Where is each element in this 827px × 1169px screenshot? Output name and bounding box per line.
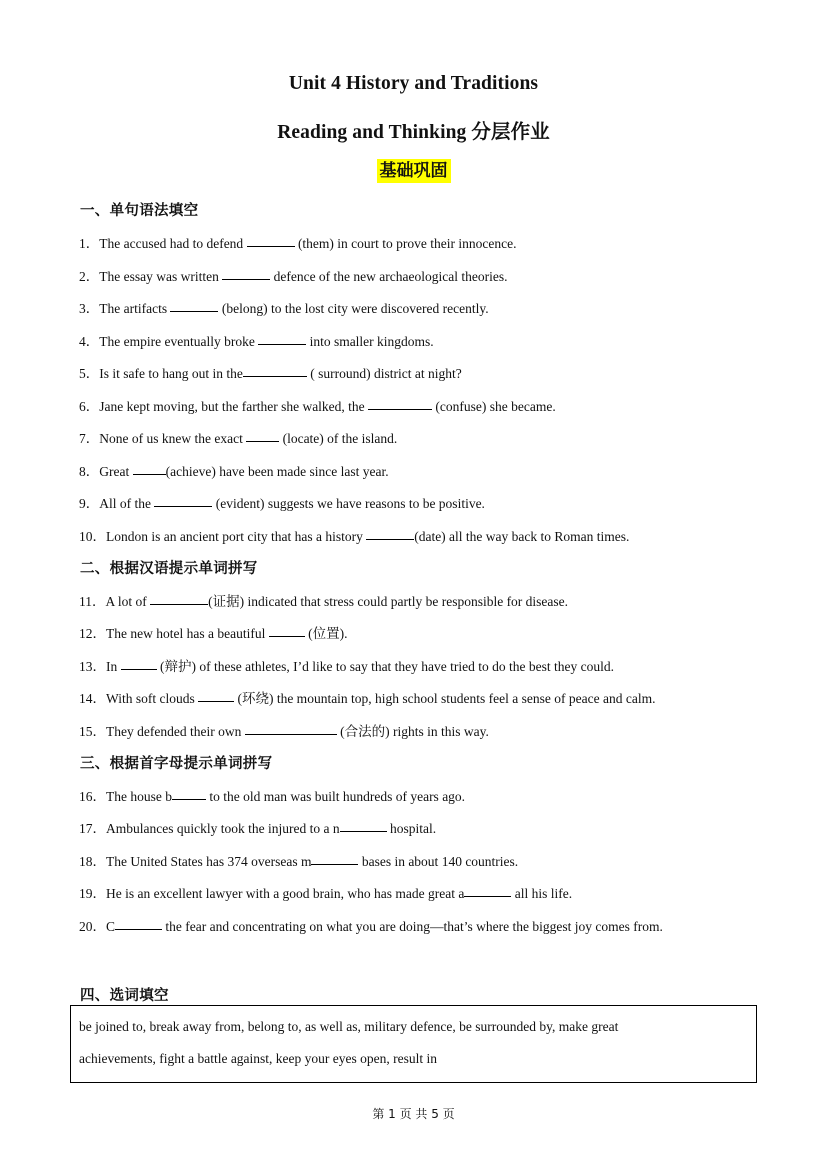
question-text: 9．All of the [79,496,155,511]
question-text: defence of the new archaeological theories. [270,269,508,284]
question-11 [79,590,568,610]
question-13 [79,655,614,675]
answer-blank [198,700,234,702]
question-text: 16．The house b [79,789,172,804]
level-badge-wrap [0,159,827,183]
question-14 [79,687,655,707]
question-19 [79,882,572,902]
section-heading-4: 四、选词填空 [80,988,169,1004]
answer-blank [150,603,208,605]
question-text: 17．Ambulances quickly took the injured to a n [79,821,340,836]
answer-blank [246,440,279,442]
answer-blank [245,733,337,735]
question-8 [79,460,389,480]
level-badge: 基础巩固 [377,159,451,183]
answer-blank [170,310,218,312]
question-5 [79,362,462,382]
question-12 [79,622,347,642]
question-text: 18．The United States has 374 overseas m [79,854,312,869]
question-text: (evident) suggests we have reasons to be positive. [212,496,485,511]
document-subtitle: Reading and Thinking 分层作业 [277,122,550,143]
question-text: 11．A lot of [79,594,151,609]
answer-blank [243,375,307,377]
answer-blank [340,830,387,832]
question-9 [79,492,485,512]
question-text: bases in about 140 countries. [358,854,519,869]
answer-blank [258,343,306,345]
question-15 [79,720,489,740]
answer-blank [121,668,157,670]
answer-blank [311,863,358,865]
question-text: (环绕) the mountain top, high school students feel a sense of peace and calm. [234,691,656,706]
question-text: (belong) to the lost city were discovered recently. [218,301,489,316]
question-text: to the old man was built hundreds of years ago. [205,789,466,804]
question-text: 4．The empire eventually broke [79,334,259,349]
page-footer: 第 1 页 共 5 页 [372,1107,455,1121]
question-text: (证据) indicated that stress could partly be responsible for disease. [208,594,569,609]
question-text: (辩护) of these athletes, I’d like to say that they have tried to do the best they could. [156,659,614,674]
word-bank-line-1: be joined to, break away from, belong to, as well as, military defence, be surrounded by, make great [79,1019,619,1034]
question-text: 5．Is it safe to hang out in the [79,366,243,381]
question-6 [79,395,556,415]
question-20 [79,915,663,935]
question-text: (achieve) have been made since last year. [165,464,389,479]
answer-blank [172,798,206,800]
question-10 [79,525,629,545]
question-text: 8．Great [79,464,133,479]
question-text: hospital. [386,821,437,836]
answer-blank [222,278,270,280]
question-text: 6．Jane kept moving, but the farther she walked, the [79,399,369,414]
question-text: 20．C [79,919,116,934]
answer-blank [247,245,295,247]
section-heading-1: 一、单句语法填空 [80,203,199,219]
document-title: Unit 4 History and Traditions [288,73,539,94]
question-text: 19．He is an excellent lawyer with a good brain, who has made great a [79,886,465,901]
question-text: into smaller kingdoms. [306,334,434,349]
question-text: (date) all the way back to Roman times. [414,529,630,544]
answer-blank [115,928,162,930]
question-text: 3．The artifacts [79,301,171,316]
question-16 [79,785,465,805]
question-7 [79,427,397,447]
question-text: 2．The essay was written [79,269,223,284]
question-text: 12．The new hotel has a beautiful [79,626,269,641]
question-text: (confuse) she became. [432,399,556,414]
section-heading-2: 二、根据汉语提示单词拼写 [80,561,258,577]
question-text: ( surround) district at night? [306,366,462,381]
question-18 [79,850,518,870]
answer-blank [154,505,212,507]
answer-blank [269,635,305,637]
question-text: 7．None of us knew the exact [79,431,247,446]
question-text: 15．They defended their own [79,724,245,739]
question-17 [79,817,436,837]
question-2 [79,265,507,285]
question-text: (locate) of the island. [279,431,398,446]
question-text: 10．London is an ancient port city that has a history [79,529,367,544]
question-text: 13．In [79,659,121,674]
section-heading-3: 三、根据首字母提示单词拼写 [80,756,273,772]
question-text: 14．With soft clouds [79,691,199,706]
question-text: all his life. [511,886,573,901]
question-text: (位置). [304,626,348,641]
question-3 [79,297,489,317]
question-text: (合法的) rights in this way. [336,724,489,739]
answer-blank [464,895,511,897]
question-1 [79,232,516,252]
question-text: 1．The accused had to defend [79,236,247,251]
word-bank-line-2: achievements, fight a battle against, keep your eyes open, result in [79,1051,438,1066]
word-bank-box [70,1005,757,1083]
answer-blank [133,473,166,475]
question-text: the fear and concentrating on what you are doing—that’s where the biggest joy comes from. [162,919,663,934]
answer-blank [368,408,432,410]
question-text: (them) in court to prove their innocence. [294,236,517,251]
answer-blank [366,538,414,540]
question-4 [79,330,434,350]
